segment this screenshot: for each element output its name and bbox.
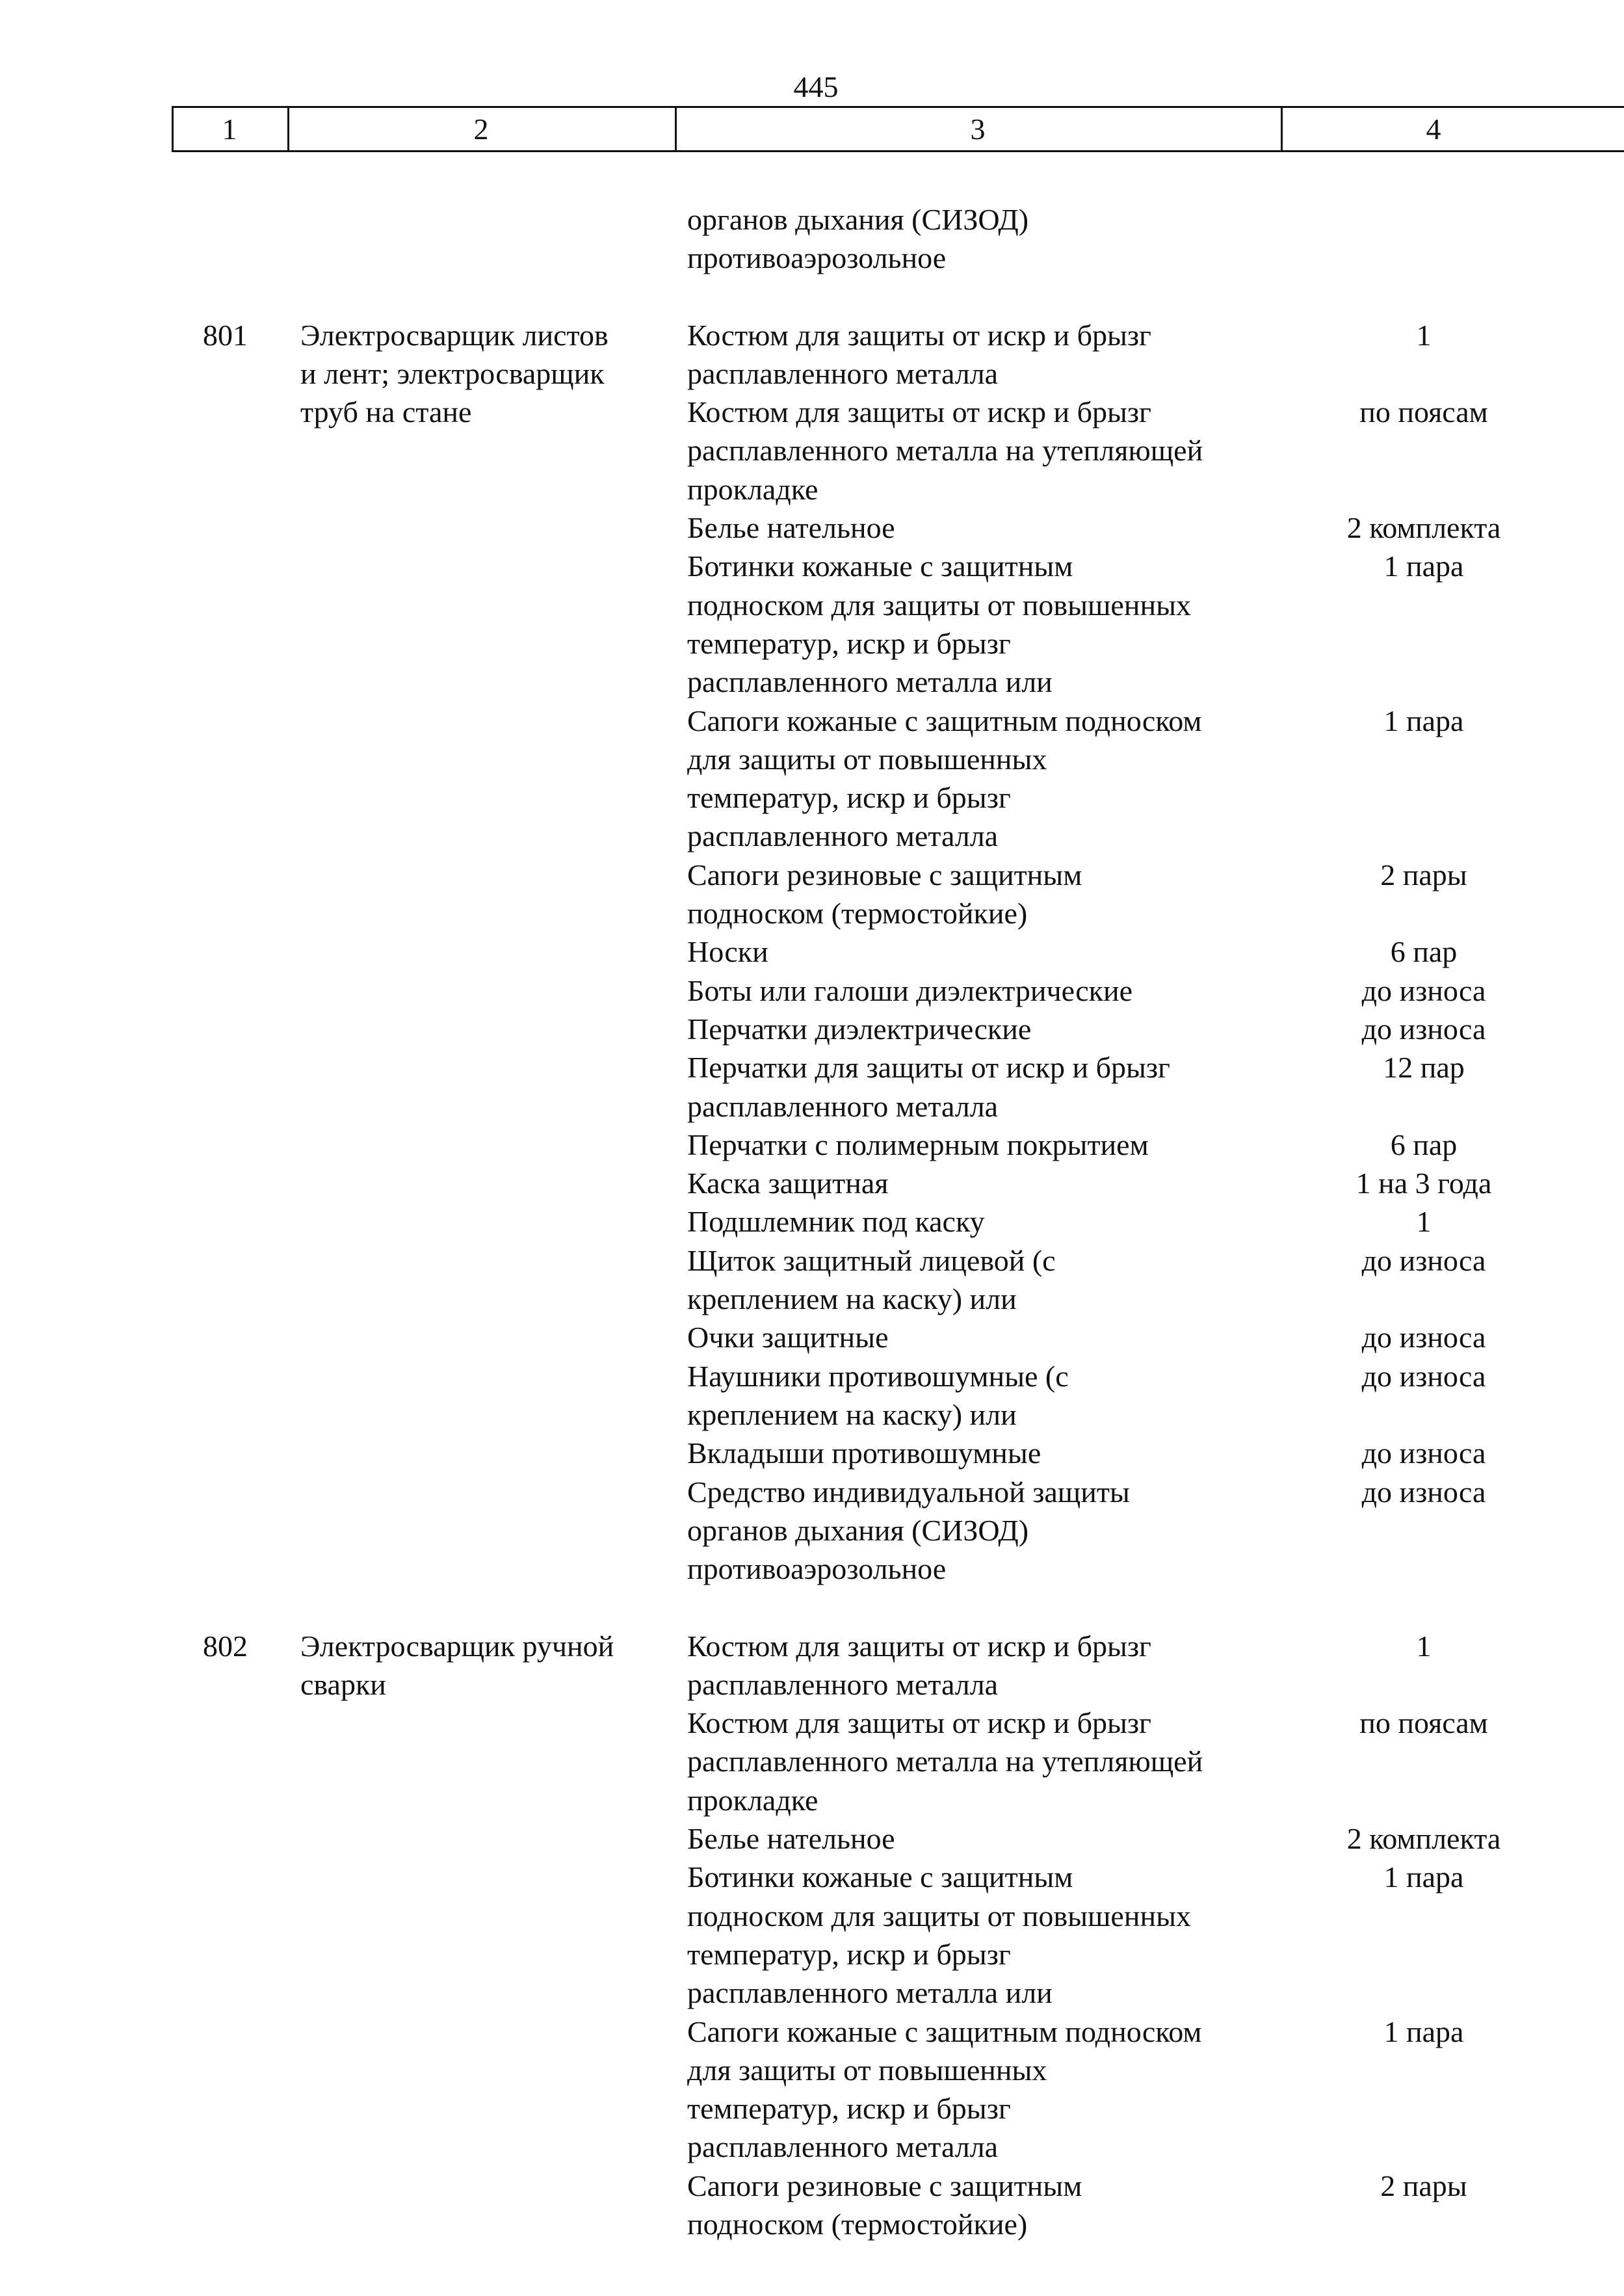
issue-norm: 1 [1416,319,1432,352]
ppe-item-line: подноском для защиты от повышенных [687,588,1191,622]
issue-norm: 6 пар [1390,1128,1458,1161]
ppe-item-line: температур, искр и брызг [687,2092,1011,2125]
ppe-item-line: Боты или галоши диэлектрические [687,974,1133,1007]
profession-name-line: Электросварщик листов [300,319,609,352]
ppe-item-line: для защиты от повышенных [687,743,1047,776]
profession-name-line: Электросварщик ручной [300,1630,614,1663]
ppe-item-line: Вкладыши противошумные [687,1436,1041,1470]
issue-norm: 2 пары [1380,2169,1467,2202]
ppe-item-line: Щиток защитный лицевой (с [687,1244,1056,1277]
issue-norm: 2 комплекта [1346,511,1501,544]
issue-norm: до износа [1361,974,1486,1007]
ppe-item-line: расплавленного металла [687,2130,999,2163]
issue-norm: 1 пара [1383,549,1464,583]
issue-norm: 6 пар [1390,935,1458,968]
issue-norm: по поясам [1359,1706,1488,1739]
ppe-item-line: Средство индивидуальной защиты [687,1475,1130,1509]
ppe-item-line: подноском (термостойкие) [687,897,1028,930]
header-col-3: 3 [970,112,986,146]
issue-norm: 1 пара [1383,2015,1464,2048]
issue-norm: 1 [1416,1205,1432,1238]
issue-norm: до износа [1361,1012,1486,1046]
continued-item-line: органов дыхания (СИЗОД) [687,203,1029,236]
issue-norm: 2 комплекта [1346,1822,1501,1855]
ppe-item-line: Наушники противошумные (с [687,1360,1069,1393]
row-number: 801 [203,319,248,352]
ppe-item-line: Костюм для защиты от искр и брызг [687,1706,1151,1739]
ppe-item-line: прокладке [687,473,819,506]
ppe-item-line: органов дыхания (СИЗОД) [687,1514,1029,1547]
ppe-item-line: подноском для защиты от повышенных [687,1899,1191,1933]
ppe-item-line: Сапоги кожаные с защитным подноском [687,704,1202,737]
ppe-item-line: Ботинки кожаные с защитным [687,549,1073,583]
profession-name-line: и лент; электросварщик [300,357,605,390]
issue-norm: 1 [1416,1630,1432,1663]
issue-norm: до износа [1361,1360,1486,1393]
issue-norm: 1 на 3 года [1356,1167,1492,1200]
header-col-4: 4 [1426,112,1441,146]
continued-item-line: противоаэрозольное [687,241,947,274]
header-col-2: 2 [473,112,489,146]
ppe-item-line: прокладке [687,1784,819,1817]
ppe-item-line: Подшлемник под каску [687,1205,985,1238]
profession-name-line: труб на стане [300,395,472,429]
ppe-item-line: расплавленного металла на утепляющей [687,1745,1203,1778]
ppe-item-line: расплавленного металла [687,1668,999,1701]
issue-norm: 2 пары [1380,858,1467,891]
issue-norm: до износа [1361,1321,1486,1354]
issue-norm: 12 пар [1383,1051,1465,1084]
ppe-item-line: расплавленного металла [687,819,999,852]
ppe-item-line: температур, искр и брызг [687,627,1011,660]
ppe-item-line: Костюм для защиты от искр и брызг [687,395,1151,429]
ppe-item-line: креплением на каску) или [687,1398,1017,1431]
ppe-item-line: расплавленного металла [687,357,999,390]
ppe-item-line: Костюм для защиты от искр и брызг [687,1630,1151,1663]
profession-name-line: сварки [300,1668,386,1701]
ppe-item-line: Носки [687,935,768,968]
issue-norm: до износа [1361,1475,1486,1509]
ppe-item-line: расплавленного металла или [687,665,1053,698]
row-number: 802 [203,1630,248,1663]
ppe-item-line: Сапоги резиновые с защитным [687,858,1082,891]
ppe-item-line: расплавленного металла или [687,1976,1053,2009]
ppe-item-line: Ботинки кожаные с защитным [687,1860,1073,1894]
ppe-item-line: температур, искр и брызг [687,781,1011,814]
issue-norm: 1 пара [1383,704,1464,737]
column-header-row [172,106,1624,152]
ppe-item-line: расплавленного металла [687,1090,999,1123]
ppe-item-line: Очки защитные [687,1321,889,1354]
issue-norm: 1 пара [1383,1860,1464,1894]
page-number: 445 [793,70,839,103]
ppe-item-line: Костюм для защиты от искр и брызг [687,319,1151,352]
ppe-item-line: креплением на каску) или [687,1282,1017,1315]
ppe-item-line: Перчатки диэлектрические [687,1012,1032,1046]
ppe-item-line: Перчатки с полимерным покрытием [687,1128,1149,1161]
issue-norm: до износа [1361,1244,1486,1277]
issue-norm: по поясам [1359,395,1488,429]
ppe-item-line: расплавленного металла на утепляющей [687,434,1203,467]
ppe-item-line: противоаэрозольное [687,1552,947,1585]
ppe-item-line: Сапоги резиновые с защитным [687,2169,1082,2202]
header-col-1: 1 [222,112,237,146]
ppe-item-line: Белье нательное [687,1822,895,1855]
ppe-item-line: Каска защитная [687,1167,889,1200]
ppe-item-line: Белье нательное [687,511,895,544]
ppe-item-line: Сапоги кожаные с защитным подноском [687,2015,1202,2048]
ppe-item-line: для защиты от повышенных [687,2053,1047,2087]
ppe-item-line: подноском (термостойкие) [687,2208,1028,2241]
ppe-item-line: Перчатки для защиты от искр и брызг [687,1051,1170,1084]
ppe-item-line: температур, искр и брызг [687,1938,1011,1971]
issue-norm: до износа [1361,1436,1486,1470]
